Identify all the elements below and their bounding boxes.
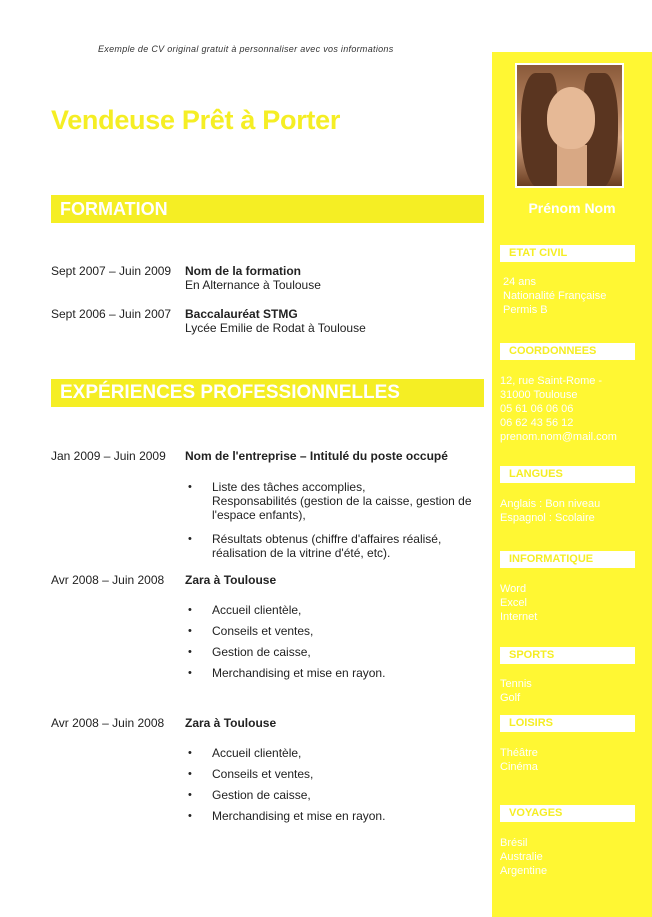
bullet-item: • Gestion de caisse, bbox=[188, 788, 385, 802]
experience-title: Zara à Toulouse bbox=[185, 716, 277, 730]
voyages-label: VOYAGES bbox=[500, 805, 635, 822]
photo-neck bbox=[557, 145, 587, 188]
coordonnees-lines bbox=[500, 374, 617, 444]
loisirs-line: Théâtre bbox=[500, 747, 538, 759]
etat-civil-line: Nationalité Française bbox=[503, 290, 607, 302]
etat-civil-line: Permis B bbox=[503, 304, 548, 316]
informatique-lines bbox=[500, 582, 537, 624]
job-title: Vendeuse Prêt à Porter bbox=[51, 105, 341, 135]
bullet-item: • Conseils et ventes, bbox=[188, 767, 385, 781]
experience-date: Avr 2008 – Juin 2008 bbox=[51, 573, 165, 587]
informatique-line: Excel bbox=[500, 597, 527, 609]
voyages-lines bbox=[500, 836, 547, 878]
experience-bullets bbox=[188, 603, 385, 680]
bullet-item: • Gestion de caisse, bbox=[188, 645, 385, 659]
coordonnees-line: 06 62 43 56 12 bbox=[500, 417, 574, 429]
langues-line: Espagnol : Scolaire bbox=[500, 512, 595, 524]
langues-lines bbox=[500, 497, 600, 525]
photo-face bbox=[547, 87, 595, 149]
etat-civil-line: 24 ans bbox=[503, 276, 537, 288]
bullet-item: • Conseils et ventes, bbox=[188, 624, 385, 638]
formation-date: Sept 2006 – Juin 2007 bbox=[51, 307, 172, 321]
voyages-line: Argentine bbox=[500, 865, 548, 877]
informatique-label: INFORMATIQUE bbox=[500, 551, 635, 568]
coordonnees-line: 05 61 06 06 06 bbox=[500, 403, 574, 415]
tagline: Exemple de CV original gratuit à personnaliser avec vos informations bbox=[98, 44, 394, 54]
langues-line: Anglais : Bon niveau bbox=[500, 498, 601, 510]
coordonnees-label: COORDONNEES bbox=[500, 343, 635, 360]
bullet-item: • Accueil clientèle, bbox=[188, 746, 385, 760]
experience-date: Avr 2008 – Juin 2008 bbox=[51, 716, 165, 730]
coordonnees-line: 31000 Toulouse bbox=[500, 389, 578, 401]
loisirs-line: Cinéma bbox=[500, 761, 538, 773]
bullet-item bbox=[188, 532, 472, 560]
bullet-line: • Résultats obtenus (chiffre d'affaires réalisé, bbox=[212, 532, 442, 546]
loisirs-lines bbox=[500, 746, 538, 774]
formation-body bbox=[185, 264, 485, 292]
voyages-line: Australie bbox=[500, 851, 543, 863]
experiences-header: EXPÉRIENCES PROFESSIONNELLES bbox=[51, 379, 484, 407]
sports-lines bbox=[500, 677, 532, 705]
sports-line: Tennis bbox=[500, 678, 532, 690]
etat-civil-lines bbox=[503, 275, 606, 317]
bullet-line: réalisation de la vitrine d'été, etc). bbox=[212, 546, 391, 560]
candidate-name: Prénom Nom bbox=[528, 200, 616, 216]
formation-title: Nom de la formation bbox=[185, 264, 302, 278]
formation-date: Sept 2007 – Juin 2009 bbox=[51, 264, 172, 278]
langues-label: LANGUES bbox=[500, 466, 635, 483]
formation-sub: Lycée Emilie de Rodat à Toulouse bbox=[185, 321, 366, 335]
experience-body bbox=[185, 716, 485, 730]
bullet-line: • Liste des tâches accomplies, bbox=[212, 480, 366, 494]
sports-label: SPORTS bbox=[500, 647, 635, 664]
experience-date: Jan 2009 – Juin 2009 bbox=[51, 449, 166, 463]
bullet-item bbox=[188, 480, 472, 522]
experience-body bbox=[185, 449, 485, 463]
experience-bullets bbox=[188, 746, 385, 823]
informatique-line: Word bbox=[500, 583, 527, 595]
formation-header: FORMATION bbox=[51, 195, 484, 223]
experience-bullets bbox=[188, 480, 472, 560]
formation-sub: En Alternance à Toulouse bbox=[185, 278, 321, 292]
bullet-line: l'espace enfants), bbox=[212, 508, 306, 522]
sports-line: Golf bbox=[500, 692, 521, 704]
experience-title: Zara à Toulouse bbox=[185, 573, 277, 587]
etat-civil-label: ETAT CIVIL bbox=[500, 245, 635, 262]
experience-body bbox=[185, 573, 485, 587]
bullet-item: • Accueil clientèle, bbox=[188, 603, 385, 617]
loisirs-label: LOISIRS bbox=[500, 715, 635, 732]
bullet-item: • Merchandising et mise en rayon. bbox=[188, 666, 385, 680]
formation-body bbox=[185, 307, 485, 335]
formation-title: Baccalauréat STMG bbox=[185, 307, 298, 321]
coordonnees-line: prenom.nom@mail.com bbox=[500, 431, 617, 443]
coordonnees-line: 12, rue Saint-Rome - bbox=[500, 375, 603, 387]
informatique-line: Internet bbox=[500, 611, 538, 623]
bullet-line: Responsabilités (gestion de la caisse, gestion de bbox=[212, 494, 472, 508]
experience-title: Nom de l'entreprise – Intitulé du poste occupé bbox=[185, 449, 448, 463]
profile-photo bbox=[515, 63, 624, 188]
voyages-line: Brésil bbox=[500, 837, 528, 849]
bullet-item: • Merchandising et mise en rayon. bbox=[188, 809, 385, 823]
